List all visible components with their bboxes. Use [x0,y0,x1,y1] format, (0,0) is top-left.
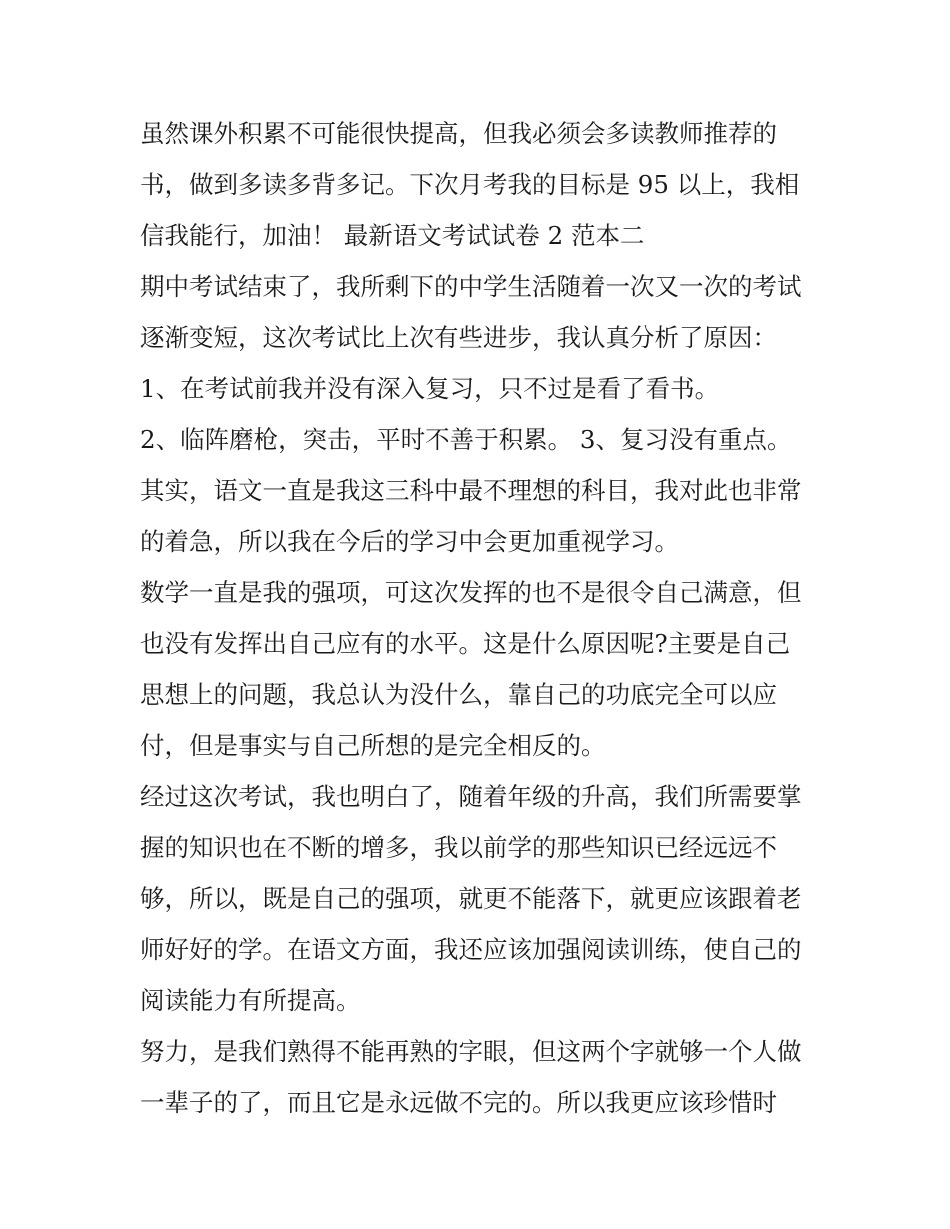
text-line: 虽然课外积累不可能很快提高，但我必须会多读教师推荐的 [140,119,777,148]
text-line: 其实，语文一直是我这三科中最不理想的科目，我对此也非常 [140,476,802,505]
text-line: 数学一直是我的强项，可这次发挥的也不是很令自己满意，但 [140,578,802,607]
text-line: 思想上的问题，我总认为没什么，靠自己的功底完全可以应 [140,680,777,709]
text-line: 师好好的学。在语文方面，我还应该加强阅读训练，使自己的 [140,935,802,964]
text-line: 2、临阵磨枪，突击，平时不善于积累。 3、复习没有重点。 [140,425,792,454]
text-line: 逐渐变短，这次考试比上次有些进步，我认真分析了原因： [140,323,777,352]
text-line: 握的知识也在不断的增多，我以前学的那些知识已经远远不 [140,833,777,862]
text-line: 努力，是我们熟得不能再熟的字眼，但这两个字就够一个人做 [140,1037,802,1066]
text-line: 1、在考试前我并没有深入复习，只不过是看了看书。 [140,374,720,403]
text-line: 阅读能力有所提高。 [140,986,361,1015]
text-line: 也没有发挥出自己应有的水平。这是什么原因呢?主要是自己 [140,629,791,658]
text-line: 一辈子的了，而且它是永远做不完的。所以我更应该珍惜时 [140,1088,777,1117]
text-line: 够，所以，既是自己的强项，就更不能落下，就更应该跟着老 [140,884,802,913]
essay-text [140,108,830,1128]
text-line: 的着急，所以我在今后的学习中会更加重视学习。 [140,527,679,556]
text-line: 期中考试结束了，我所剩下的中学生活随着一次又一次的考试 [140,272,802,301]
text-line: 信我能行，加油！ 最新语文考试试卷 2 范本二 [140,221,645,250]
text-line: 付，但是事实与自己所想的是完全相反的。 [140,731,606,760]
text-line: 书，做到多读多背多记。下次月考我的目标是 95 以上，我相 [140,170,800,199]
text-line: 经过这次考试，我也明白了，随着年级的升高，我们所需要掌 [140,782,802,811]
